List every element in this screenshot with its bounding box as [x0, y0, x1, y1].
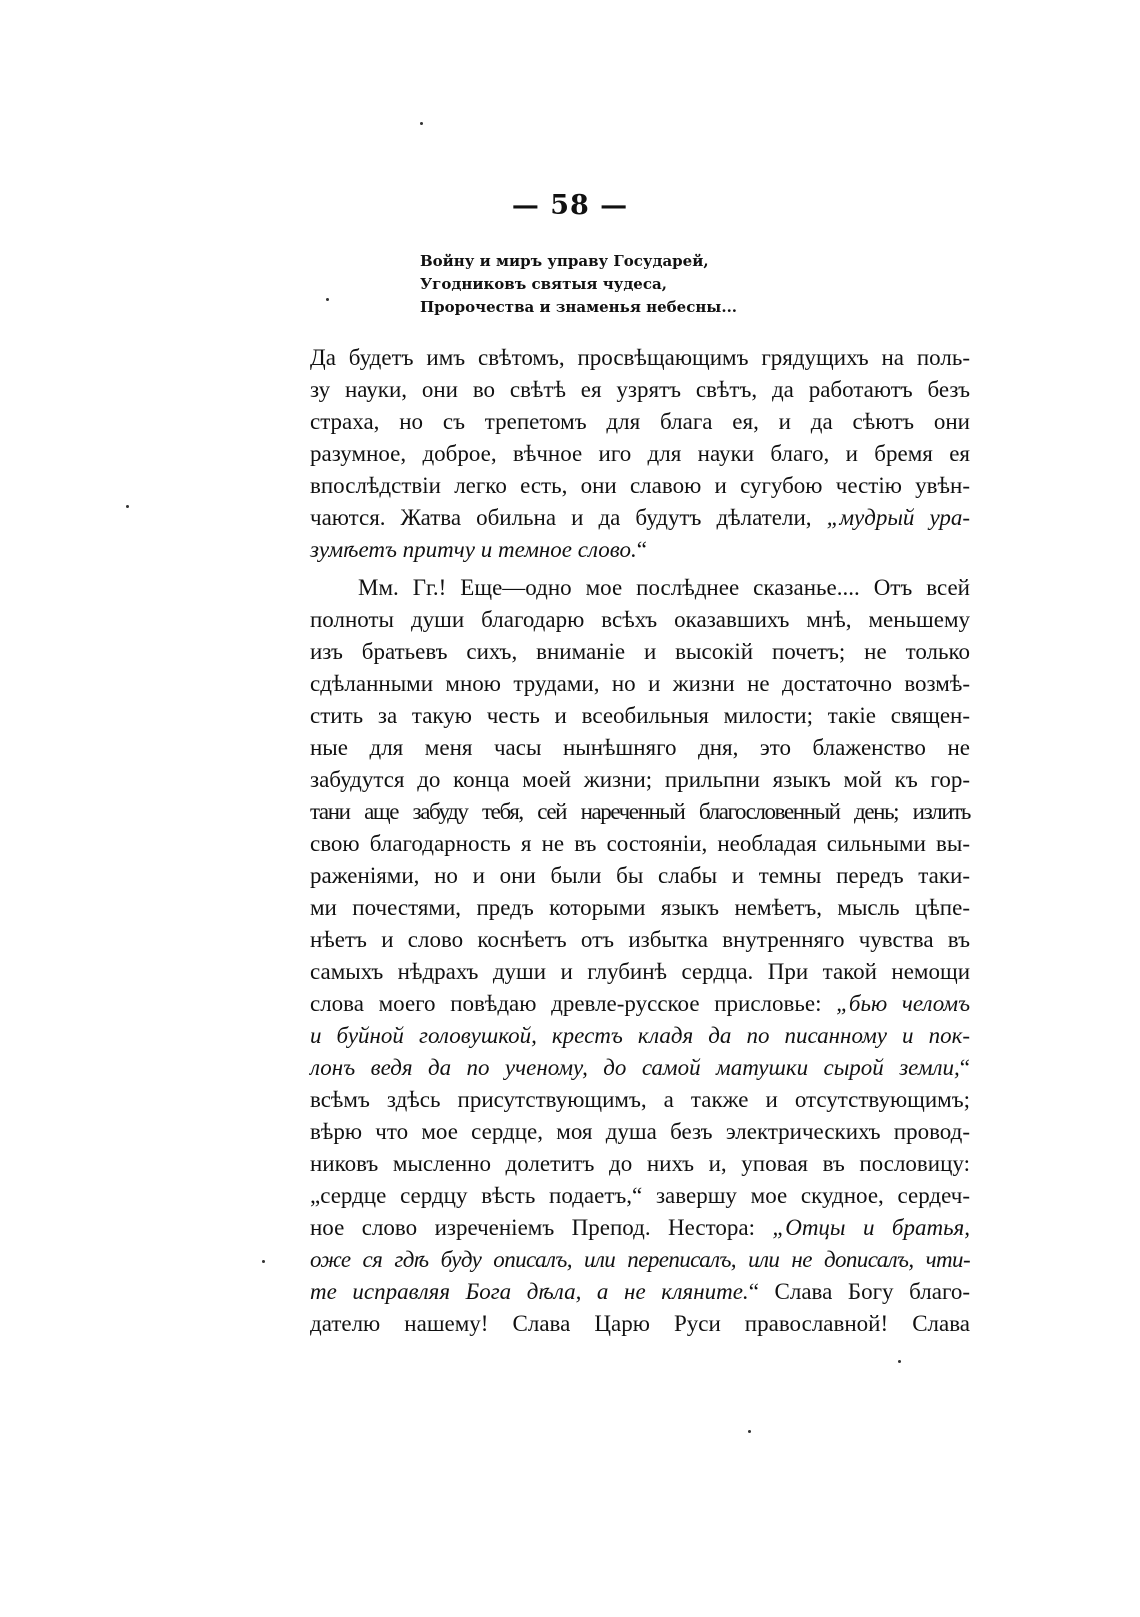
text-line: ное слово изреченіемъ Препод. Нестора: „Отцы и братья,: [310, 1215, 970, 1240]
text-line: впослѣдствіи легко есть, они славою и сугубою честію увѣн-: [310, 473, 970, 498]
text-line: всѣмъ здѣсь присутствующимъ, а также и отсутствующимъ;: [310, 1087, 970, 1112]
scan-speck: [262, 1260, 265, 1263]
scan-speck: [326, 298, 329, 301]
paragraph-2: [310, 572, 970, 1340]
scan-speck: [898, 1360, 901, 1363]
paragraph-1: [310, 342, 970, 566]
text-line: тани аще забуду тебя, сей нареченный благословенный день; излить: [310, 799, 970, 824]
text-line: ми почестями, предъ которыми языкъ немѣетъ, мысль цѣпе-: [310, 895, 970, 920]
text-line: слова моего повѣдаю древле-русское присловье: „бью челомъ: [310, 991, 971, 1016]
text-line: свою благодарность я не въ состояніи, необладая сильными вы-: [310, 831, 970, 856]
text-line: сдѣланными мною трудами, но и жизни не достаточно возмѣ-: [310, 671, 970, 696]
text-line: изъ братьевъ сихъ, вниманіе и высокій почетъ; не только: [310, 639, 970, 664]
verse-line: Пророчества и знаменья небесны...: [420, 298, 738, 316]
text-line: разумное, доброе, вѣчное иго для науки благо, и бремя ея: [310, 441, 970, 466]
text-line: дателю нашему! Слава Царю Руси православной! Слава: [310, 1311, 970, 1336]
text-line: Да будетъ имъ свѣтомъ, просвѣщающимъ грядущихъ на поль-: [310, 345, 970, 370]
text-line: никовъ мысленно долетитъ до нихъ и, уповая въ пословицу:: [310, 1151, 970, 1176]
text-line: ные для меня часы нынѣшняго дня, это блаженство не: [310, 735, 970, 760]
text-line: стить за такую честь и всеобильныя милости; такіе священ-: [310, 703, 970, 728]
text-line: нѣетъ и слово коснѣетъ отъ избытка внутренняго чувства въ: [310, 927, 970, 952]
scan-speck: [126, 505, 129, 508]
verse-line: Угодниковъ святыя чудеса,: [420, 275, 667, 293]
text-line: лонъ ведя да по ученому, до самой матушки сырой земли,“: [310, 1055, 970, 1080]
body-text: [310, 342, 970, 1340]
scan-speck: [748, 1430, 751, 1433]
text-line: те исправляя Бога дѣла, а не кляните.“ Слава Богу благо-: [310, 1279, 970, 1304]
page-number: — 58 —: [511, 190, 629, 221]
text-line: раженіями, но и они были бы слабы и темны передъ таки-: [310, 863, 970, 888]
verse-line: Войну и миръ управу Государей,: [420, 252, 709, 270]
text-line: страха, но съ трепетомъ для блага ея, и да сѣютъ они: [310, 409, 970, 434]
verse-epigraph: [420, 250, 840, 319]
text-line: чаются. Жатва обильна и да будутъ дѣлатели, „мудрый ура-: [310, 505, 971, 530]
text-line: оже ся гдѣ буду описалъ, или переписалъ, или не дописалъ, чти-: [310, 1247, 970, 1272]
text-line: Мм. Гг.! Еще—одно мое послѣднее сказанье.... Отъ всей: [358, 575, 970, 600]
text-line: и буйной головушкой, крестъ кладя да по писанному и пок-: [310, 1023, 970, 1048]
text-line: зумѣетъ притчу и темное слово.“: [310, 537, 647, 562]
text-line: забудутся до конца моей жизни; прильпни языкъ мой къ гор-: [310, 767, 970, 792]
text-line: „сердце сердцу вѣсть подаетъ,“ завершу мое скудное, сердеч-: [310, 1183, 970, 1208]
text-line: самыхъ нѣдрахъ души и глубинѣ сердца. При такой немощи: [310, 959, 970, 984]
text-line: зу науки, они во свѣтѣ ея узрятъ свѣтъ, да работаютъ безъ: [310, 377, 970, 402]
scan-speck: [420, 122, 423, 125]
text-line: полноты души благодарю всѣхъ оказавшихъ мнѣ, меньшему: [310, 607, 970, 632]
text-line: вѣрю что мое сердце, моя душа безъ электрическихъ провод-: [310, 1119, 970, 1144]
